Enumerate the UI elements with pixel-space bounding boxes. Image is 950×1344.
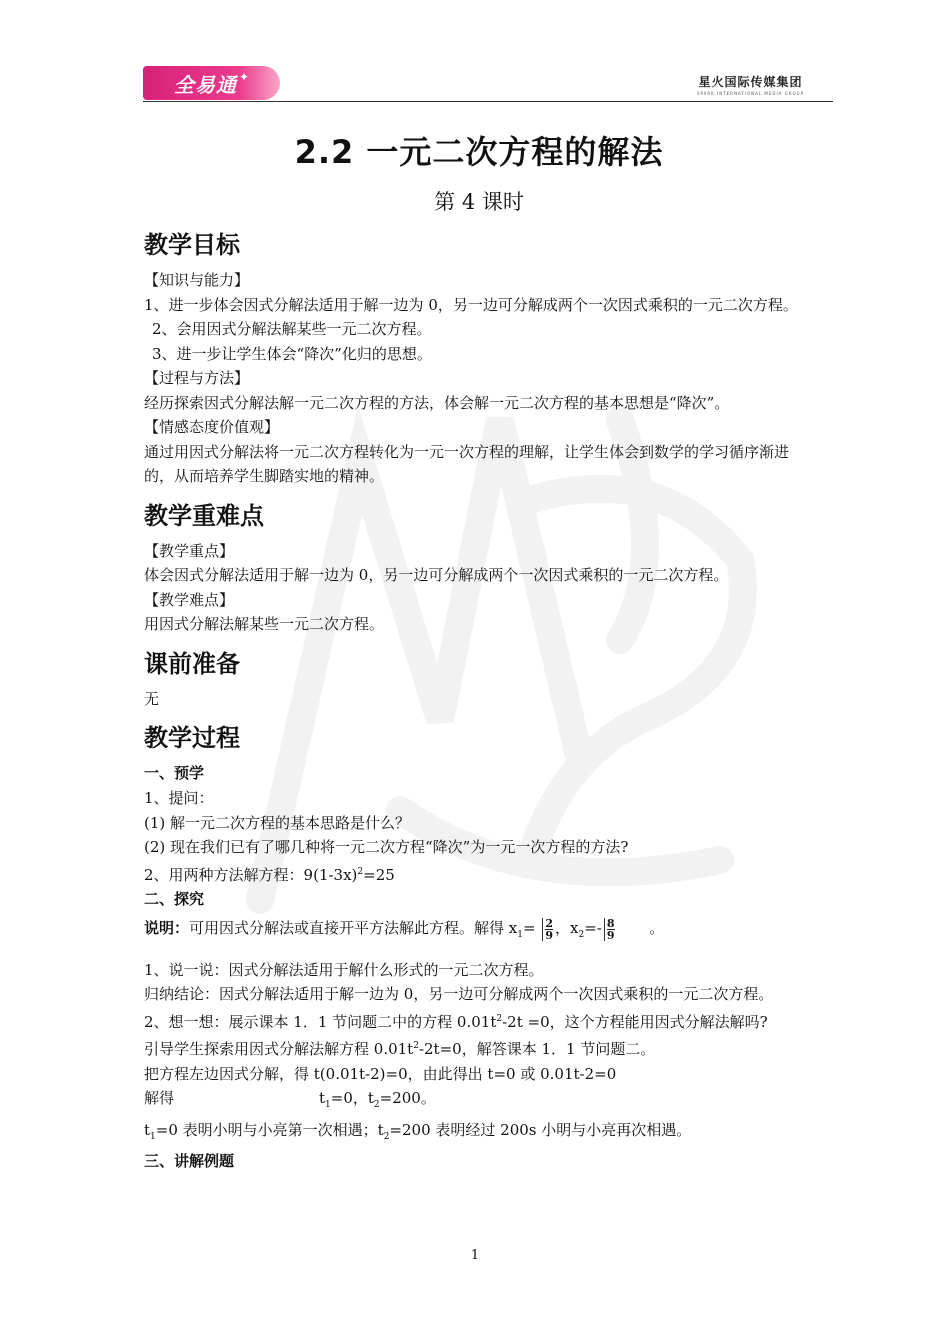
question-intro: 1、提问：: [144, 789, 214, 807]
subscript: 1: [517, 930, 523, 940]
knowledge-tag: 【知识与能力】: [144, 271, 250, 289]
equation-task: [144, 860, 814, 888]
subscript: 2: [383, 1131, 390, 1142]
text-part: =0 表明小明与小亮第一次相遇；t: [155, 1120, 384, 1139]
text-part: =200 表明经过 200s 小明与小亮再次相遇。: [389, 1120, 692, 1139]
explore-item: [144, 1007, 814, 1035]
objective-item: 2、会用因式分解法解某些一元二次方程。: [152, 320, 432, 338]
conclusion-text: 归纳结论：因式分解法适用于解一边为 0，另一边可分解成两个一次因式乘积的一元二次方程。: [144, 985, 774, 1003]
separator: ，x: [555, 919, 579, 937]
preparation-heading: 课前准备: [144, 649, 240, 678]
part-one-title: 一、预学: [144, 764, 205, 782]
difficulty-text: 用因式分解法解某些一元二次方程。: [144, 615, 385, 633]
text-part: -2t =0，这个方程能用因式分解法解吗?: [502, 1012, 768, 1031]
fraction-denominator: 9: [606, 928, 615, 942]
part-three-title: 三、讲解例题: [144, 1152, 235, 1170]
explore-item: [144, 1118, 814, 1150]
publisher-name: 星火国际传媒集团: [698, 75, 803, 89]
fraction-numerator: 8: [606, 916, 615, 930]
page-number: 1: [470, 1248, 480, 1263]
emotion-tag: 【情感态度价值观】: [144, 418, 280, 436]
explore-item: 1、说一说：因式分解法适用于解什么形式的一元二次方程。: [144, 960, 544, 979]
text-part: t: [144, 1120, 151, 1139]
fraction-denominator: 9: [545, 928, 553, 942]
fraction-x2: [604, 918, 615, 941]
process-text: 经历探索因式分解法解一元二次方程的方法，体会解一元二次方程的基本思想是“降次”。: [144, 393, 730, 412]
fraction-numerator: 2: [545, 916, 553, 930]
text-part: t: [319, 1089, 326, 1107]
subscript: 1: [150, 1131, 156, 1142]
explore-item: 把方程左边因式分解，得 t(0.01t-2)=0，由此得出 t=0 或 0.01t-2=0: [144, 1064, 617, 1083]
emotion-text: 通过用因式分解法将一元二次方程转化为一元一次方程的理解，让学生体会到数学的学习循序渐进的，从而培养学生脚踏实地的精神。: [144, 442, 790, 485]
subscript: 1: [325, 1100, 331, 1110]
header-divider: [143, 101, 833, 102]
exponent: 2: [357, 866, 364, 877]
preparation-text: 无: [144, 689, 160, 708]
equation-text: =25: [363, 865, 395, 884]
focus-tag: 【教学重点】: [144, 541, 235, 560]
objective-item: 1、进一步体会因式分解法适用于解一边为 0，另一边可分解成两个一次因式乘积的一元二次方程。: [144, 295, 798, 314]
objectives-heading: 教学目标: [144, 231, 240, 259]
equals-sign: =-: [584, 919, 602, 937]
text-part: 引导学生探索用因式分解法解方程 0.01t: [144, 1040, 414, 1058]
period: 。: [649, 919, 665, 937]
question-item: (1) 解一元二次方程的基本思路是什么？: [144, 813, 411, 832]
note-text: 可用因式分解法或直接开平方法解此方程。解得 x: [189, 919, 518, 937]
difficulty-tag: 【教学难点】: [144, 590, 235, 609]
subscript: 2: [373, 1100, 380, 1110]
publisher-name-en: SPARK INTERNATIONAL MEDIA GROUP: [696, 91, 804, 96]
brand-logo: [143, 66, 280, 100]
text-part: -2t=0，解答课本 1．1 节问题二。: [418, 1040, 656, 1058]
process-heading: 教学过程: [144, 724, 240, 752]
key-points-heading: 教学重难点: [144, 501, 264, 530]
fraction-x1: [542, 918, 553, 941]
exponent: 2: [413, 1041, 419, 1051]
objective-item: 3、进一步让学生体会“降次”化归的思想。: [152, 344, 432, 363]
equals-sign: =: [522, 919, 536, 937]
subscript: 2: [578, 930, 585, 940]
solution-label: 解得: [144, 1089, 175, 1107]
explore-item: [144, 1034, 814, 1062]
text-part: =200。: [379, 1089, 436, 1107]
publisher-brand: [697, 73, 804, 96]
lesson-number: 第 4 课时: [434, 190, 524, 214]
logo-text: 全易通: [173, 72, 237, 97]
solution-note: [144, 916, 814, 948]
page-title: 2.2 一元二次方程的解法: [294, 133, 664, 171]
question-item: (2) 现在我们已有了哪几种将一元二次方程“降次”为一元一次方程的方法?: [144, 838, 629, 856]
part-two-title: 二、探究: [144, 890, 205, 908]
process-tag: 【过程与方法】: [144, 369, 250, 387]
equation-text: 2、用两种方法解方程：9(1-3x): [144, 865, 358, 884]
spacer: [144, 948, 814, 958]
sparkle-icon: ✦: [238, 70, 250, 84]
text-part: =0，t: [330, 1089, 374, 1107]
focus-text: 体会因式分解法适用于解一边为 0，另一边可分解成两个一次因式乘积的一元二次方程。: [144, 566, 729, 584]
exponent: 2: [496, 1013, 503, 1024]
note-label: 说明：: [144, 919, 190, 937]
text-part: 2、想一想：展示课本 1．1 节问题二中的方程 0.01t: [144, 1012, 497, 1031]
document-body: [144, 128, 814, 1174]
solution-line: [144, 1086, 814, 1118]
